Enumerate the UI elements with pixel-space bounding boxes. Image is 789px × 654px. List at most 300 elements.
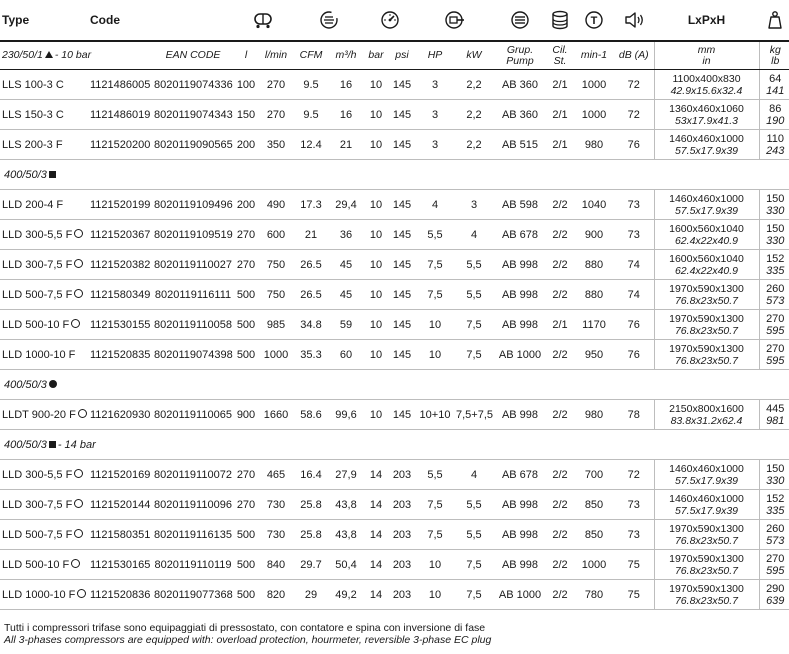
air-cfm: 25.8 — [294, 490, 328, 520]
tank-liters: 270 — [234, 460, 258, 490]
air-cfm: 58.6 — [294, 400, 328, 430]
weight-lb: 330 — [766, 474, 785, 487]
power-hp: 3 — [416, 100, 454, 130]
power-kw: 5,5 — [454, 280, 494, 310]
model-type: LLD 300-5,5 F — [2, 468, 73, 481]
section-pressure: - 10 bar — [54, 49, 92, 61]
dimensions-mm: 1970x590x1300 — [669, 342, 744, 355]
table-row — [0, 520, 789, 550]
model-type: LLD 1000-10 F — [0, 340, 88, 370]
table-row — [0, 460, 789, 490]
rpm: 980 — [574, 400, 614, 430]
option-marker — [71, 319, 80, 328]
model-type: LLD 500-7,5 F — [2, 528, 73, 541]
pressure-bar: 10 — [364, 280, 388, 310]
product-code: 1121580351 — [88, 520, 152, 550]
dimensions-in: 76.8x23x50.7 — [674, 324, 739, 337]
table-row — [0, 580, 789, 610]
pump-group: AB 998 — [494, 310, 546, 340]
cylinders: 2/1 — [546, 310, 574, 340]
air-lmin: 820 — [258, 580, 294, 610]
power-kw: 2,2 — [454, 70, 494, 100]
air-m3h: 43,8 — [328, 490, 364, 520]
weight-kg: 270 — [766, 312, 785, 325]
air-cfm: 25.8 — [294, 520, 328, 550]
rpm: 900 — [574, 220, 614, 250]
table-row — [0, 310, 789, 340]
unit-psi: psi — [388, 41, 416, 70]
option-marker — [74, 229, 83, 238]
weight-lb: 243 — [766, 144, 785, 157]
unit-cil-en: St. — [553, 54, 567, 67]
pump-group: AB 998 — [494, 520, 546, 550]
product-code: 1121520144 — [88, 490, 152, 520]
power-kw: 3 — [454, 190, 494, 220]
power-kw: 5,5 — [454, 520, 494, 550]
table-row — [0, 280, 789, 310]
weight-lb: 573 — [766, 294, 785, 307]
header-dimensions: LxPxH — [654, 0, 759, 41]
ean-code: 8020119090565 — [152, 130, 234, 160]
dimensions-in: 62.4x22x40.9 — [674, 234, 739, 247]
unit-header-row — [0, 41, 789, 70]
air-lmin: 840 — [258, 550, 294, 580]
table-row — [0, 70, 789, 100]
power-hp: 7,5 — [416, 280, 454, 310]
dimensions-mm: 1970x590x1300 — [669, 282, 744, 295]
pressure-bar: 14 — [364, 490, 388, 520]
power-kw: 7,5 — [454, 550, 494, 580]
model-type: LLDT 900-20 F — [2, 408, 76, 421]
dimensions-mm: 1970x590x1300 — [669, 552, 744, 565]
weight-kg: 152 — [766, 492, 785, 505]
dimensions-in: 57.5x17.9x39 — [674, 204, 739, 217]
option-marker — [74, 259, 83, 268]
option-marker — [74, 469, 83, 478]
icon-header-row — [0, 0, 789, 41]
ean-code: 8020119110119 — [152, 550, 234, 580]
cylinder-icon — [551, 10, 569, 30]
air-cfm: 29.7 — [294, 550, 328, 580]
ean-code: 8020119110027 — [152, 250, 234, 280]
model-type: LLD 300-7,5 F — [2, 498, 73, 511]
dimensions-in: 57.5x17.9x39 — [674, 474, 739, 487]
air-m3h: 45 — [328, 250, 364, 280]
ean-code: 8020119110058 — [152, 310, 234, 340]
weight-kg: 152 — [766, 252, 785, 265]
weight-kg: 150 — [766, 222, 785, 235]
power-hp: 7,5 — [416, 490, 454, 520]
air-m3h: 50,4 — [328, 550, 364, 580]
ean-code: 8020119109496 — [152, 190, 234, 220]
noise-db: 73 — [614, 490, 654, 520]
pressure-bar: 14 — [364, 580, 388, 610]
section-label: 230/50/1 — [2, 49, 43, 61]
pressure-psi: 203 — [388, 490, 416, 520]
dimensions-in: 76.8x23x50.7 — [674, 534, 739, 547]
pressure-bar: 10 — [364, 400, 388, 430]
power-hp: 3 — [416, 70, 454, 100]
air-m3h: 21 — [328, 130, 364, 160]
rpm: 1170 — [574, 310, 614, 340]
section-header — [0, 370, 789, 400]
pump-group: AB 998 — [494, 550, 546, 580]
dimensions-mm: 1970x590x1300 — [669, 522, 744, 535]
product-code: 1121486019 — [88, 100, 152, 130]
cylinders: 2/2 — [546, 550, 574, 580]
air-lmin: 985 — [258, 310, 294, 340]
cylinders: 2/2 — [546, 520, 574, 550]
weight-lb: 595 — [766, 564, 785, 577]
pressure-bar: 10 — [364, 190, 388, 220]
pressure-bar: 14 — [364, 520, 388, 550]
tank-liters: 150 — [234, 100, 258, 130]
air-lmin: 730 — [258, 490, 294, 520]
power-hp: 7,5 — [416, 250, 454, 280]
air-lmin: 600 — [258, 220, 294, 250]
air-cfm: 35.3 — [294, 340, 328, 370]
unit-db: dB (A) — [614, 41, 654, 70]
dimensions-mm: 1970x590x1300 — [669, 312, 744, 325]
model-type: LLD 500-7,5 F — [2, 288, 73, 301]
unit-kw: kW — [454, 41, 494, 70]
option-marker — [74, 289, 83, 298]
ean-code: 8020119077368 — [152, 580, 234, 610]
pump-group: AB 360 — [494, 100, 546, 130]
power-hp: 4 — [416, 190, 454, 220]
tank-liters: 500 — [234, 280, 258, 310]
rpm: 1040 — [574, 190, 614, 220]
pressure-psi: 145 — [388, 280, 416, 310]
model-type: LLD 200-4 F — [0, 190, 88, 220]
power-kw: 2,2 — [454, 100, 494, 130]
tank-liters: 100 — [234, 70, 258, 100]
model-type: LLD 500-10 F — [2, 318, 70, 331]
table-row — [0, 490, 789, 520]
cylinders: 2/2 — [546, 280, 574, 310]
pressure-bar: 14 — [364, 550, 388, 580]
cylinders: 2/2 — [546, 340, 574, 370]
weight-kg: 110 — [766, 132, 785, 145]
section-header — [0, 160, 789, 190]
motor-power-icon — [444, 10, 466, 30]
weight-kg: 86 — [769, 102, 782, 115]
dimensions-in: 57.5x17.9x39 — [674, 144, 739, 157]
air-cfm: 34.8 — [294, 310, 328, 340]
pump-group: AB 1000 — [494, 340, 546, 370]
air-cfm: 21 — [294, 220, 328, 250]
pressure-psi: 145 — [388, 130, 416, 160]
air-m3h: 16 — [328, 70, 364, 100]
pressure-psi: 203 — [388, 550, 416, 580]
header-type: Type — [0, 0, 88, 41]
power-hp: 5,5 — [416, 220, 454, 250]
pump-group: AB 998 — [494, 490, 546, 520]
pressure-bar: 10 — [364, 100, 388, 130]
single-phase-marker — [45, 51, 53, 58]
power-hp: 5,5 — [416, 460, 454, 490]
unit-kg: kg — [769, 43, 781, 56]
dimensions-in: 76.8x23x50.7 — [674, 564, 739, 577]
air-flow-icon — [319, 10, 339, 30]
cylinders: 2/2 — [546, 190, 574, 220]
tank-liters: 500 — [234, 580, 258, 610]
pump-group: AB 360 — [494, 70, 546, 100]
air-lmin: 270 — [258, 70, 294, 100]
ean-code: 8020119116111 — [152, 280, 234, 310]
air-m3h: 16 — [328, 100, 364, 130]
air-lmin: 750 — [258, 280, 294, 310]
power-kw: 2,2 — [454, 130, 494, 160]
tank-liters: 500 — [234, 310, 258, 340]
air-cfm: 17.3 — [294, 190, 328, 220]
pressure-psi: 145 — [388, 250, 416, 280]
weight-kg: 150 — [766, 462, 785, 475]
power-hp: 3 — [416, 130, 454, 160]
noise-db: 72 — [614, 460, 654, 490]
rpm: 850 — [574, 520, 614, 550]
pressure-bar: 10 — [364, 130, 388, 160]
weight-lb: 330 — [766, 204, 785, 217]
option-marker — [74, 499, 83, 508]
tank-liters: 200 — [234, 190, 258, 220]
dimensions-mm: 1360x460x1060 — [669, 102, 744, 115]
ean-code: 8020119110072 — [152, 460, 234, 490]
footnote-italian: Tutti i compressori trifase sono equipaggiati di pressostato, con contatore e spina con inversione di fase — [4, 622, 486, 634]
rpm: 1000 — [574, 550, 614, 580]
noise-db: 75 — [614, 580, 654, 610]
weight-kg: 270 — [766, 552, 785, 565]
weight-lb: 141 — [766, 84, 785, 97]
noise-db: 72 — [614, 100, 654, 130]
product-code: 1121520169 — [88, 460, 152, 490]
air-lmin: 490 — [258, 190, 294, 220]
air-m3h: 49,2 — [328, 580, 364, 610]
power-kw: 5,5 — [454, 490, 494, 520]
ean-code: 8020119116135 — [152, 520, 234, 550]
power-hp: 7,5 — [416, 520, 454, 550]
unit-l: l — [234, 41, 258, 70]
air-cfm: 26.5 — [294, 280, 328, 310]
model-type: LLD 500-10 F — [2, 558, 70, 571]
air-m3h: 36 — [328, 220, 364, 250]
pump-group: AB 1000 — [494, 580, 546, 610]
power-hp: 10 — [416, 550, 454, 580]
product-code: 1121520367 — [88, 220, 152, 250]
noise-db: 76 — [614, 130, 654, 160]
dimensions-mm: 1100x400x830 — [672, 72, 741, 85]
air-m3h: 27,9 — [328, 460, 364, 490]
weight-lb: 335 — [766, 264, 785, 277]
tank-icon — [253, 11, 275, 29]
pump-group: AB 598 — [494, 190, 546, 220]
air-lmin: 270 — [258, 100, 294, 130]
dimensions-mm: 1460x460x1000 — [669, 492, 744, 505]
tank-liters: 900 — [234, 400, 258, 430]
weight-lb: 573 — [766, 534, 785, 547]
pressure-bar: 10 — [364, 310, 388, 340]
twin-motor-marker — [49, 380, 57, 388]
rpm: 780 — [574, 580, 614, 610]
option-marker — [74, 529, 83, 538]
model-type: LLS 200-3 F — [0, 130, 88, 160]
section-pressure: - 14 bar — [57, 438, 96, 451]
unit-lmin: l/min — [258, 41, 294, 70]
air-m3h: 29,4 — [328, 190, 364, 220]
product-code: 1121520382 — [88, 250, 152, 280]
air-cfm: 12.4 — [294, 130, 328, 160]
power-kw: 7,5 — [454, 580, 494, 610]
air-lmin: 1000 — [258, 340, 294, 370]
unit-bar: bar — [364, 41, 388, 70]
pressure-bar: 10 — [364, 70, 388, 100]
ean-code: 8020119074336 — [152, 70, 234, 100]
air-m3h: 59 — [328, 310, 364, 340]
ean-code: 8020119110065 — [152, 400, 234, 430]
air-cfm: 29 — [294, 580, 328, 610]
section-label: 400/50/3 — [4, 378, 47, 391]
pressure-gauge-icon — [380, 10, 400, 30]
dimensions-in: 62.4x22x40.9 — [674, 264, 739, 277]
weight-lb: 595 — [766, 324, 785, 337]
product-code: 1121580349 — [88, 280, 152, 310]
unit-cil-it: Cil. — [552, 43, 568, 56]
cylinders: 2/2 — [546, 220, 574, 250]
product-code: 1121520199 — [88, 190, 152, 220]
dimensions-mm: 1970x590x1300 — [669, 582, 744, 595]
table-row — [0, 190, 789, 220]
unit-cfm: CFM — [294, 41, 328, 70]
option-marker — [71, 559, 80, 568]
cylinders: 2/2 — [546, 490, 574, 520]
cylinders: 2/1 — [546, 100, 574, 130]
table-row — [0, 130, 789, 160]
unit-ean: EAN CODE — [152, 41, 234, 70]
rpm: 700 — [574, 460, 614, 490]
power-kw: 5,5 — [454, 250, 494, 280]
header-code: Code — [88, 0, 152, 41]
pressure-psi: 145 — [388, 310, 416, 340]
dimensions-in: 83.8x31.2x62.4 — [670, 414, 743, 427]
pressure-psi: 203 — [388, 520, 416, 550]
weight-icon — [766, 10, 784, 30]
noise-db: 74 — [614, 250, 654, 280]
tank-liters: 270 — [234, 250, 258, 280]
pressure-psi: 145 — [388, 220, 416, 250]
pressure-psi: 145 — [388, 340, 416, 370]
pressure-bar: 10 — [364, 220, 388, 250]
air-cfm: 16.4 — [294, 460, 328, 490]
model-type: LLD 300-5,5 F — [2, 228, 73, 241]
tank-liters: 200 — [234, 130, 258, 160]
weight-lb: 330 — [766, 234, 785, 247]
pressure-psi: 145 — [388, 100, 416, 130]
tank-liters: 500 — [234, 340, 258, 370]
power-kw: 7,5+7,5 — [454, 400, 494, 430]
power-kw: 4 — [454, 220, 494, 250]
pressure-psi: 203 — [388, 460, 416, 490]
air-m3h: 99,6 — [328, 400, 364, 430]
weight-kg: 260 — [766, 282, 785, 295]
rpm: 850 — [574, 490, 614, 520]
air-cfm: 9.5 — [294, 100, 328, 130]
ean-code: 8020119074343 — [152, 100, 234, 130]
air-m3h: 60 — [328, 340, 364, 370]
tank-liters: 270 — [234, 490, 258, 520]
weight-lb: 595 — [766, 354, 785, 367]
svg-text:T: T — [590, 15, 598, 27]
air-lmin: 1660 — [258, 400, 294, 430]
air-cfm: 26.5 — [294, 250, 328, 280]
pump-group: AB 678 — [494, 460, 546, 490]
air-cfm: 9.5 — [294, 70, 328, 100]
option-marker — [78, 409, 87, 418]
footnote-english: All 3-phases compressors are equipped with: overload protection, hourmeter, reversible 3-phase EC plug — [4, 634, 492, 646]
unit-hp: HP — [416, 41, 454, 70]
cylinders: 2/2 — [546, 400, 574, 430]
pressure-bar: 10 — [364, 250, 388, 280]
unit-lb: lb — [771, 54, 780, 67]
tank-liters: 500 — [234, 520, 258, 550]
weight-kg: 260 — [766, 522, 785, 535]
dimensions-in: 42.9x15.6x32.4 — [670, 84, 743, 97]
three-phase-marker — [49, 441, 56, 448]
table-row — [0, 340, 789, 370]
cylinders: 2/2 — [546, 250, 574, 280]
power-hp: 10+10 — [416, 400, 454, 430]
dimensions-mm: 1600x560x1040 — [669, 252, 744, 265]
table-row — [0, 100, 789, 130]
air-m3h: 45 — [328, 280, 364, 310]
weight-kg: 445 — [766, 402, 785, 415]
power-hp: 10 — [416, 310, 454, 340]
product-code: 1121520200 — [88, 130, 152, 160]
rpm: 1000 — [574, 100, 614, 130]
power-kw: 4 — [454, 460, 494, 490]
product-code: 1121620930 — [88, 400, 152, 430]
product-code: 1121520836 — [88, 580, 152, 610]
pressure-psi: 145 — [388, 190, 416, 220]
power-hp: 10 — [416, 580, 454, 610]
dimensions-in: 76.8x23x50.7 — [674, 594, 739, 607]
pump-group: AB 998 — [494, 280, 546, 310]
pump-group: AB 678 — [494, 220, 546, 250]
pump-group: AB 515 — [494, 130, 546, 160]
product-code: 1121530155 — [88, 310, 152, 340]
unit-m3h: m³/h — [328, 41, 364, 70]
noise-db: 74 — [614, 280, 654, 310]
weight-kg: 270 — [766, 342, 785, 355]
weight-kg: 290 — [766, 582, 785, 595]
rpm: 980 — [574, 130, 614, 160]
noise-db: 78 — [614, 400, 654, 430]
weight-kg: 64 — [769, 72, 782, 85]
rpm: 880 — [574, 280, 614, 310]
product-code: 1121486005 — [88, 70, 152, 100]
dimensions-mm: 1460x460x1000 — [669, 132, 744, 145]
rpm-icon — [584, 10, 604, 30]
noise-db: 76 — [614, 340, 654, 370]
model-type: LLD 1000-10 F — [2, 588, 76, 601]
dimensions-mm: 2150x800x1600 — [669, 402, 744, 415]
noise-db: 75 — [614, 550, 654, 580]
unit-pump-en: Pump — [506, 54, 534, 67]
pressure-psi: 203 — [388, 580, 416, 610]
power-kw: 7,5 — [454, 310, 494, 340]
dimensions-mm: 1600x560x1040 — [669, 222, 744, 235]
noise-db: 73 — [614, 220, 654, 250]
noise-db: 73 — [614, 190, 654, 220]
